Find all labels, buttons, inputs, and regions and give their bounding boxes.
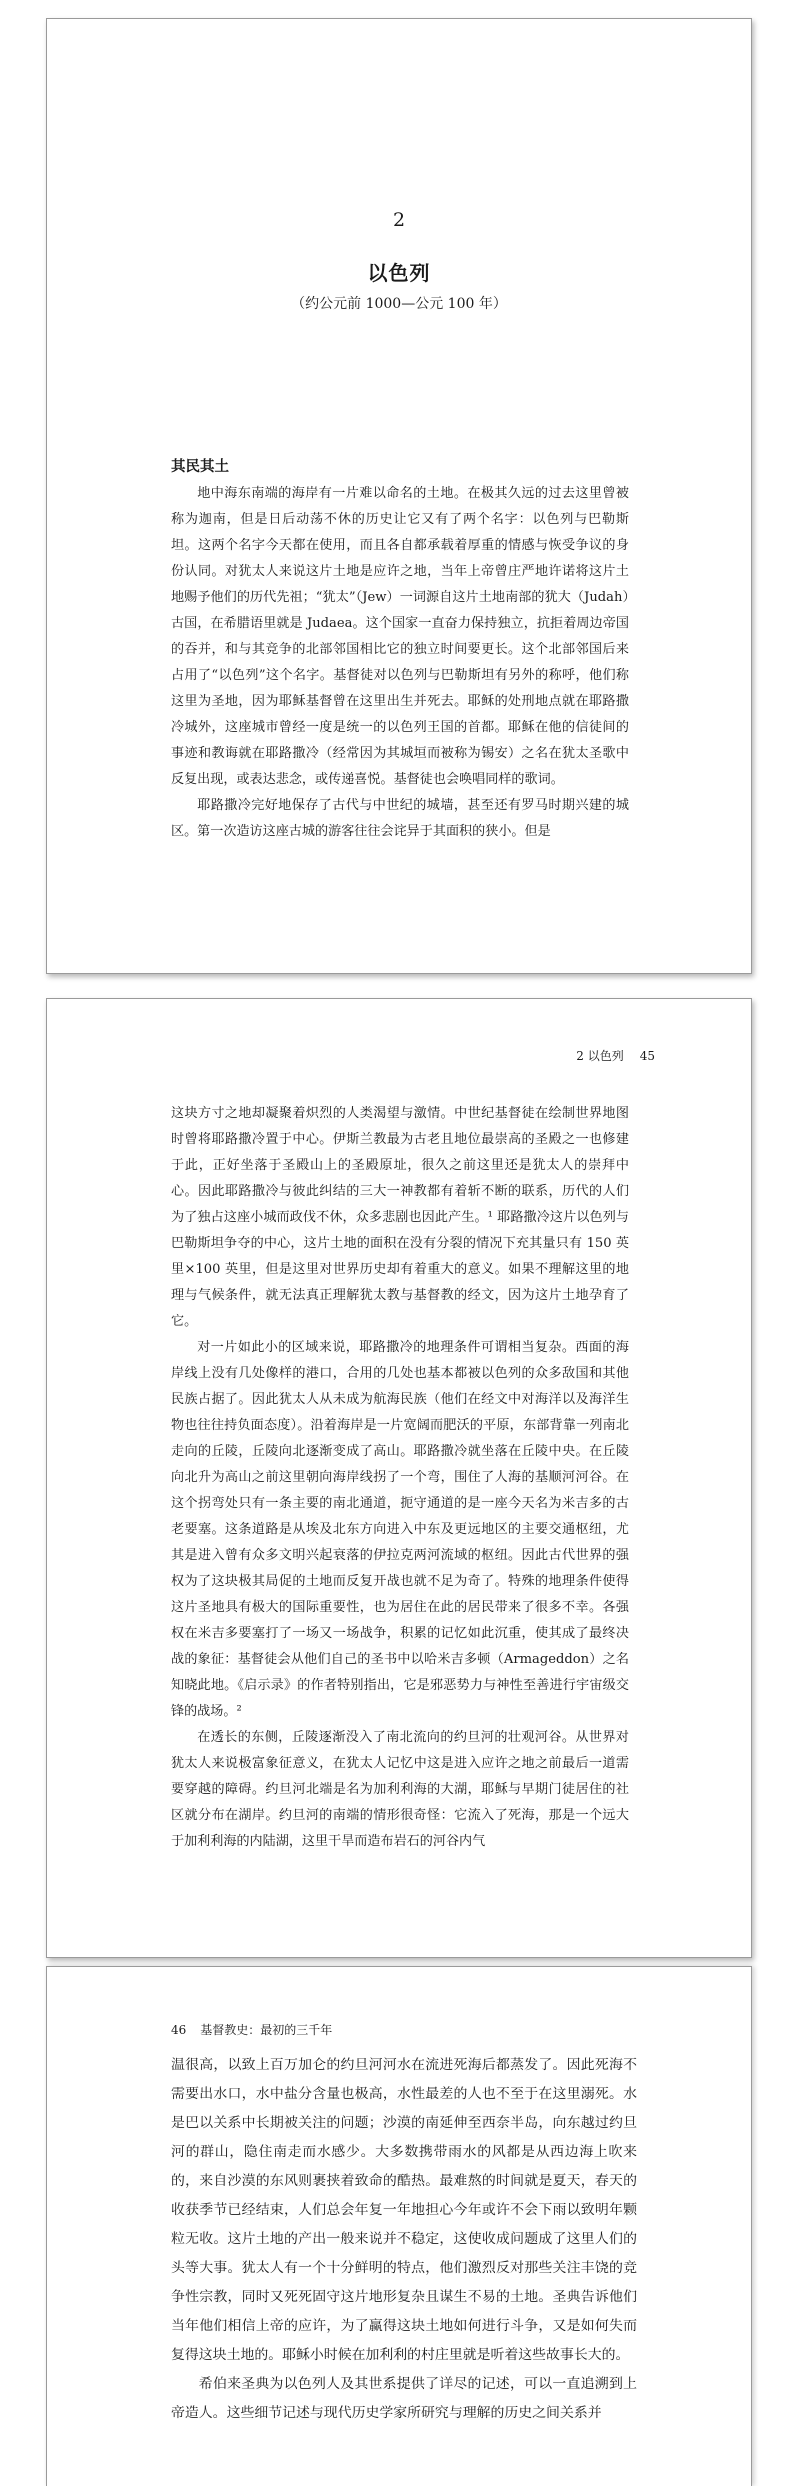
- chapter-subtitle: （约公元前 1000—公元 100 年）: [291, 296, 507, 312]
- body-text: [171, 2051, 637, 2428]
- section-title: 其民其土: [171, 458, 229, 475]
- paragraph: 对一片如此小的区域来说，耶路撒冷的地理条件可谓相当复杂。西面的海岸线上没有几处像样的港口，合用的几处也基本都被以色列的众多敌国和其他民族占据了。因此犹太人从未成为航海民族（他们在经文中对海洋以及海洋生物也往往持负面态度）。沿着海岸是一片宽阔而肥沃的平原，东部背靠一列南北走向的丘陵，丘陵向北逐渐变成了高山。耶路撒冷就坐落在丘陵中央。在丘陵向北升为高山之前这里朝向海岸线拐了一个弯，围住了人海的基顺河河谷。在这个拐弯处只有一条主要的南北通道，扼守通道的是一座今天名为米吉多的古老要塞。这条道路是从埃及北东方向进入中东及更远地区的主要交通枢纽，尤其是进入曾有众多文明兴起衰落的伊拉克两河流域的枢纽。因此古代世界的强权为了这块极其局促的土地而反复开战也就不足为奇了。特殊的地理条件使得这片圣地具有极大的国际重要性，也为居住在此的居民带来了很多不幸。各强权在米吉多要塞打了一场又一场战争，积累的记忆如此沉重，使其成了最终决战的象征：基督徒会从他们自己的圣书中以哈米吉多顿（Armageddon）之名知晓此地。《启示录》的作者特别指出，它是邪恶势力与神性至善进行宇宙级交锋的战场。²: [171, 1340, 629, 1719]
- chapter-title: 以色列: [367, 261, 431, 285]
- running-head: [576, 1047, 655, 1064]
- page-1: [46, 18, 752, 974]
- page-number: 46: [171, 2023, 187, 2037]
- page-number: 45: [639, 1049, 655, 1063]
- body-text: [171, 481, 629, 845]
- paragraph: 耶路撒冷完好地保存了古代与中世纪的城墙，甚至还有罗马时期兴建的城区。第一次造访这座古城的游客往往会诧异于其面积的狭小。但是: [171, 798, 629, 839]
- page-2: [46, 998, 752, 1958]
- body-text: [171, 1101, 629, 1855]
- chapter-number: 2: [392, 209, 406, 231]
- page-3: [46, 1966, 752, 2486]
- running-head-chapter-number: 2: [576, 1049, 584, 1063]
- paragraph: 在透长的东侧，丘陵逐渐没入了南北流向的约旦河的壮观河谷。从世界对犹太人来说极富象征意义，在犹太人记忆中这是进入应许之地之前最后一道需要穿越的障碍。约旦河北端是名为加利利海的大湖，耶稣与早期门徒居住的社区就分布在湖岸。约旦河的南端的情形很奇怪：它流入了死海，那是一个远大于加利利海的内陆湖，这里干旱而造布岩石的河谷内气: [171, 1730, 629, 1849]
- paragraph: 地中海东南端的海岸有一片难以命名的土地。在极其久远的过去这里曾被称为迦南，但是日后动荡不休的历史让它又有了两个名字：以色列与巴勒斯坦。这两个名字今天都在使用，而且各自都承载着厚重的情感与恢受争议的身份认同。对犹太人来说这片土地是应许之地，当年上帝曾庄严地许诺将这片土地赐予他们的历代先祖；“犹太”（Jew）一词源自这片土地南部的犹大（Judah）古国，在希腊语里就是 Judaea。这个国家一直奋力保持独立，抗拒着周边帝国的吞并，和与其竞争的北部邻国相比它的独立时间要更长。这个北部邻国后来占用了“以色列”这个名字。基督徒对以色列与巴勒斯坦有另外的称呼，他们称这里为圣地，因为耶稣基督曾在这里出生并死去。耶稣的处刑地点就在耶路撒冷城外，这座城市曾经一度是统一的以色列王国的首都。耶稣在他的信徒间的事迹和教诲就在耶路撒冷（经常因为其城垣而被称为锡安）之名在犹太圣歌中反复出现，或表达悲念，或传递喜悦。基督徒也会唤唱同样的歌词。: [171, 486, 629, 787]
- running-head: [171, 2021, 332, 2038]
- paragraph: 希伯来圣典为以色列人及其世系提供了详尽的记述，可以一直追溯到上帝造人。这些细节记述与现代历史学家所研究与理解的历史之间关系并: [171, 2376, 637, 2421]
- paragraph: 这块方寸之地却凝聚着炽烈的人类渴望与激情。中世纪基督徒在绘制世界地图时曾将耶路撒冷置于中心。伊斯兰教最为古老且地位最崇高的圣殿之一也修建于此，正好坐落于圣殿山上的圣殿原址，很久之前这里还是犹太人的崇拜中心。因此耶路撒冷与彼此纠结的三大一神教都有着斩不断的联系，历代的人们为了独占这座小城而政伐不休，众多悲剧也因此产生。¹ 耶路撒冷这片以色列与巴勒斯坦争夺的中心，这片土地的面积在没有分裂的情况下充其量只有 150 英里×100 英里，但是这里对世界历史却有着重大的意义。如果不理解这里的地理与气候条件，就无法真正理解犹太教与基督教的经文，因为这片土地孕育了它。: [171, 1106, 629, 1329]
- running-head-chapter-title: 以色列: [587, 1049, 624, 1063]
- paragraph: 温很高，以致上百万加仑的约旦河河水在流进死海后都蒸发了。因此死海不需要出水口，水中盐分含量也极高，水性最差的人也不至于在这里溺死。水是巴以关系中长期被关注的问题；沙漠的南延伸至西奈半岛，向东越过约旦河的群山，隐住南走而水感少。大多数携带雨水的风都是从西边海上吹来的，来自沙漠的东风则裹挟着致命的酷热。最难熬的时间就是夏天，春天的收获季节已经结束，人们总会年复一年地担心今年或许不会下雨以致明年颗粒无收。这片土地的产出一般来说并不稳定，这使收成问题成了这里人们的头等大事。犹太人有一个十分鲜明的特点，他们激烈反对那些关注丰饶的竞争性宗教，同时又死死固守这片地形复杂且谋生不易的土地。圣典告诉他们当年他们相信上帝的应许，为了赢得这块土地如何进行斗争，又是如何失而复得这块土地的。耶稣小时候在加利利的村庄里就是听着这些故事长大的。: [171, 2057, 637, 2363]
- running-head-book-title: 基督教史：最初的三千年: [200, 2023, 333, 2037]
